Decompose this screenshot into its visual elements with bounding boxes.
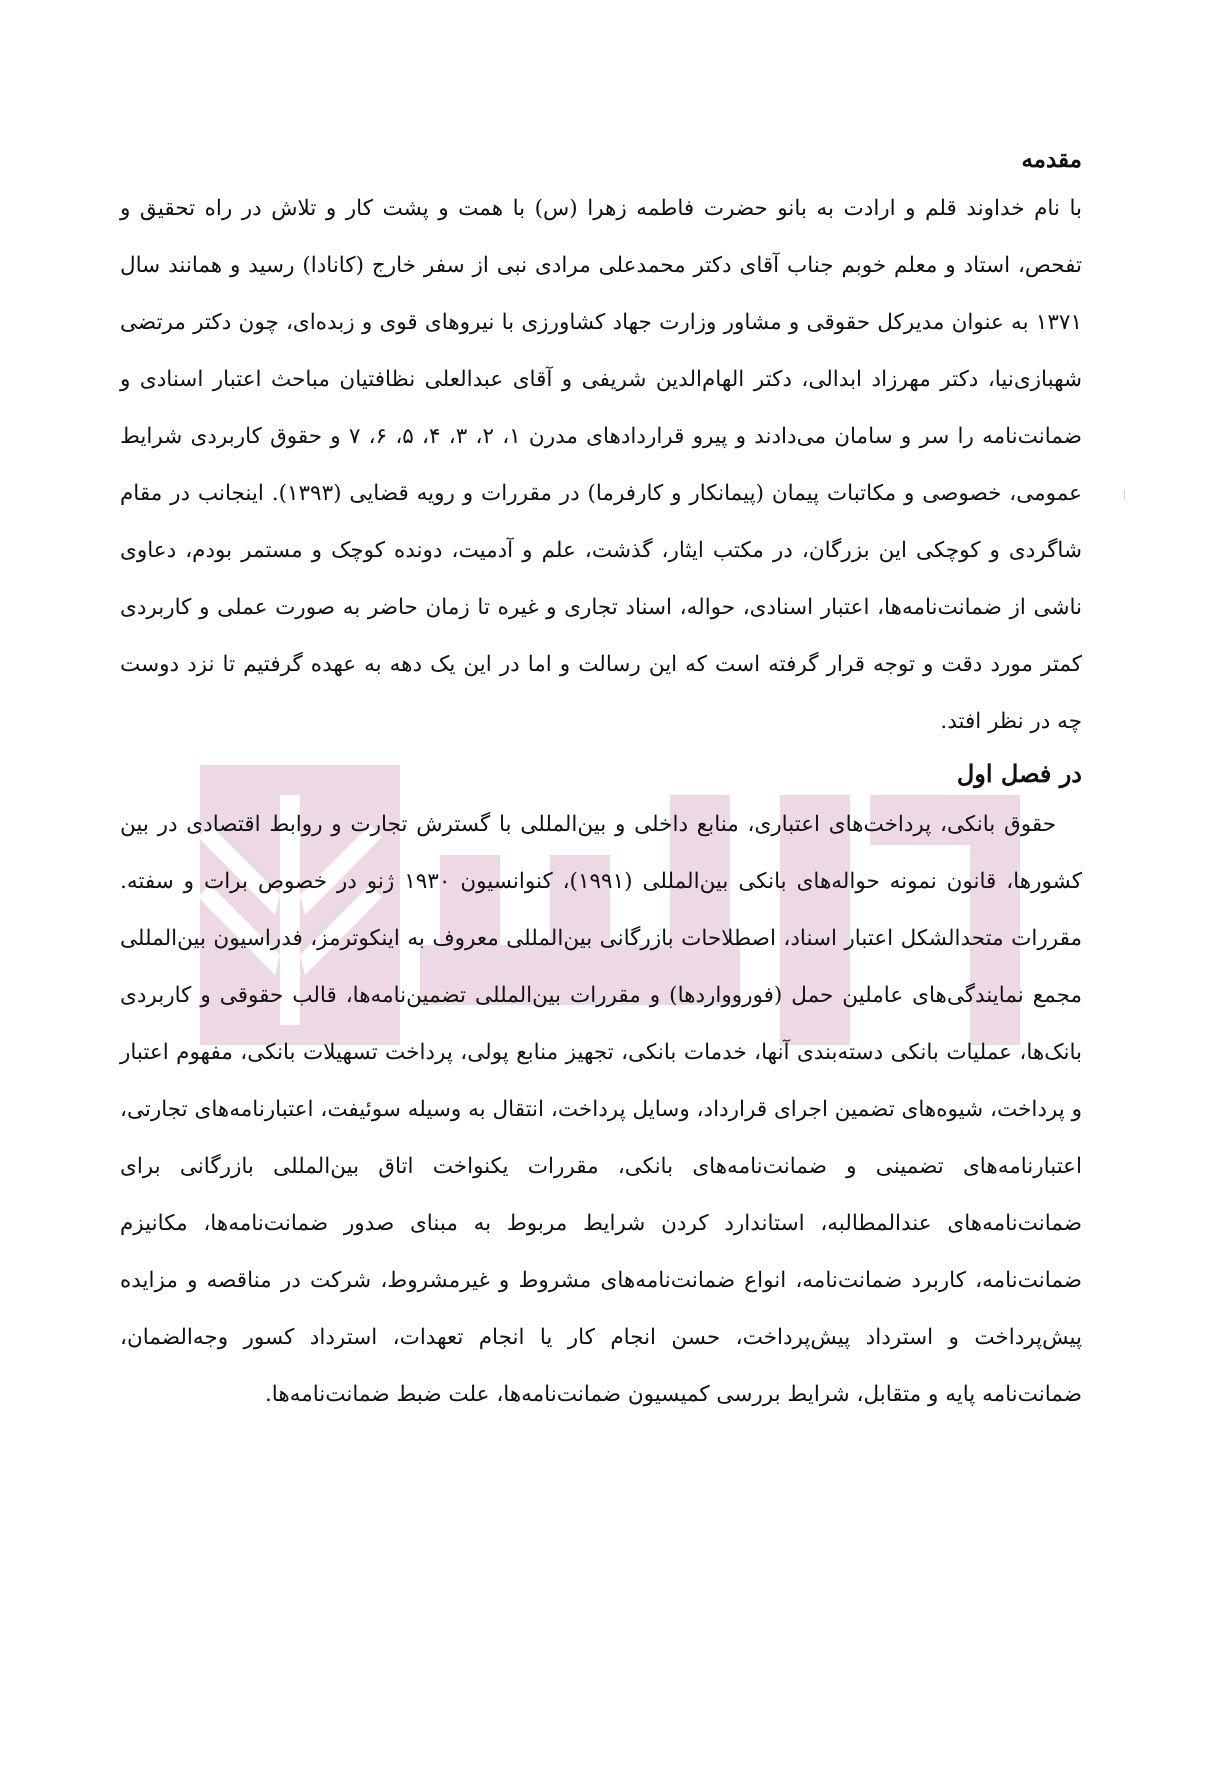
chapter-one-heading: در فصل اول xyxy=(956,759,1082,788)
main-content xyxy=(120,140,1082,1423)
intro-heading: مقدمه xyxy=(1021,146,1082,173)
intro-paragraph: با نام خداوند قلم و ارادت به بانو حضرت فاطمه زهرا (س) با همت و پشت کار و تلاش در راه تحقیق و تفحص، استاد و معلم خوبم جناب آقای دکتر محمدعلی مرادی نبی از سفر خارج (کانادا) رسید و همانند سال ۱۳۷۱ به عنوان مدیرکل حقوقی و مشاور وزارت جهاد کشاورزی با نیروهای قوی و زبده‌ای، چون دکتر مرتضی شهبازی‌نیا، دکتر مهرزاد ابدالی، دکتر الهام‌الدین شریفی و آقای عبدالعلی نظافتیان مباحث اعتبار اسنادی و ضمانت‌نامه را سر و سامان می‌دادند و پیرو قراردادهای مدرن ۱، ۲، ۳، ۴، ۵، ۶، ۷ و حقوق کاربردی شرایط عمومی، خصوصی و مکاتبات پیمان (پیمانکار و کارفرما) در مقررات و رویه قضایی (۱۳۹۳). اینجانب در مقام شاگردی و کوچکی این بزرگان، در مکتب ایثار، گذشت، علم و آدمیت، دونده کوچک و مستمر بودم، دعاوی ناشی از ضمانت‌نامه‌ها، اعتبار اسنادی، حواله، اسناد تجاری و غیره تا زمان حاضر به صورت عملی و کاربردی کمتر مورد دقت و توجه قرار گرفته است که این رسالت و اما در این یک دهه به عهده گرفتیم تا نزد دوست چه در نظر افتد. xyxy=(120,196,1082,734)
chapter-one-paragraph: حقوق بانکی، پرداخت‌های اعتباری، منابع داخلی و بین‌المللی با گسترش تجارت و روابط اقتصادی در بین کشورها، قانون نمونه حواله‌های بانکی بین‌المللی (۱۹۹۱)، کنوانسیون ۱۹۳۰ ژنو در خصوص برات و سفته. مقررات متحدالشکل اعتبار اسناد، اصطلاحات بازرگانی بین‌المللی معروف به اینکوترمز، فدراسیون بین‌المللی مجمع نمایندگی‌های عاملین حمل (فوروواردها) و مقررات بین‌المللی تضمین‌نامه‌ها، قالب حقوقی و کاربردی بانک‌ها، عملیات بانکی دسته‌بندی آنها، خدمات بانکی، تجهیز منابع پولی، پرداخت تسهیلات بانکی، مفهوم اعتبار و پرداخت، شیوه‌های تضمین اجرای قرارداد، وسایل پرداخت، انتقال به وسیله سوئیفت، اعتبارنامه‌های تجارتی، اعتبارنامه‌های تضمینی و ضمانت‌نامه‌های بانکی، مقررات یکنواخت اتاق بین‌المللی بازرگانی برای ضمانت‌نامه‌های عندالمطالبه، استاندارد کردن شرایط مربوط به مبنای صدور ضمانت‌نامه‌ها، مکانیزم ضمانت‌نامه، کاربرد ضمانت‌نامه، انواع ضمانت‌نامه‌های مشروط و غیرمشروط، شرکت در مناقصه و مزایده پیش‌پرداخت و استرداد پیش‌پرداخت، حسن انجام کار یا انجام تعهدات، استرداد کسور وجه‌الضمان، ضمانت‌نامه پایه و متقابل، شرایط بررسی کمیسیون ضمانت‌نامه‌ها، علت ضبط ضمانت‌نامه‌ها. xyxy=(120,812,1082,1407)
margin-mark xyxy=(1124,490,1125,500)
